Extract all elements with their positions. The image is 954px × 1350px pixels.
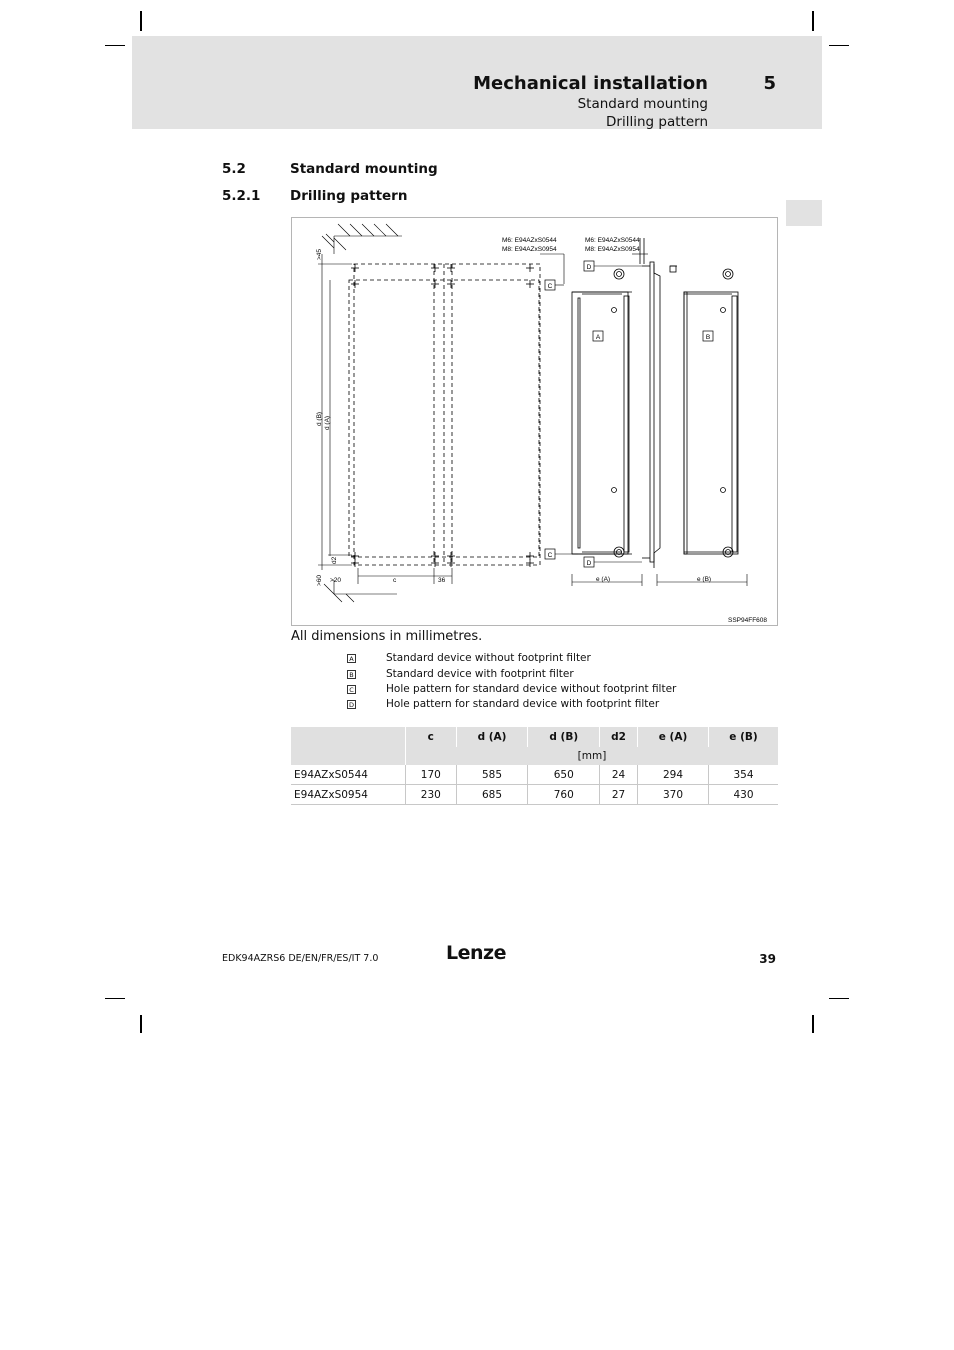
leader-lines — [540, 254, 648, 562]
wall-hatch — [322, 224, 402, 254]
subsection-title: Drilling pattern — [290, 188, 408, 204]
header-subtitle: Standard mounting — [577, 96, 708, 112]
device-b-side-view — [684, 269, 738, 557]
table-header — [291, 727, 406, 765]
figure-label: 36 — [438, 577, 446, 584]
drilling-pattern-figure — [291, 217, 778, 626]
hole-markers — [351, 264, 534, 567]
chapter-tab — [786, 200, 822, 226]
footprint-filter-side-view — [640, 238, 677, 568]
table-cell: 760 — [528, 785, 600, 805]
legend-text: Standard device without footprint filter — [386, 652, 591, 664]
table-cell: 370 — [638, 785, 709, 805]
figure-key: C — [547, 552, 553, 559]
chapter-number: 5 — [763, 73, 776, 94]
figure-key: B — [705, 334, 711, 341]
page-header — [132, 36, 822, 129]
hole-pattern-dashed — [349, 264, 540, 565]
table-row — [291, 765, 778, 785]
crop-mark — [812, 11, 814, 31]
document-id: EDK94AZRS6 DE/EN/FR/ES/IT 7.0 — [222, 953, 379, 964]
section-number: 5.2 — [222, 161, 246, 177]
figure-key: A — [595, 334, 601, 341]
figure-key: C — [547, 283, 553, 290]
table-cell: 230 — [406, 785, 457, 805]
lenze-logo: Lenze — [446, 942, 506, 964]
table-header: d2 — [600, 727, 638, 747]
figure-label: M8: E94AZxS0954 — [585, 246, 640, 253]
figure-key: D — [586, 560, 592, 567]
subsection-number: 5.2.1 — [222, 188, 261, 204]
figure-label: c — [393, 577, 397, 584]
legend-text: Standard device with footprint filter — [386, 668, 574, 680]
legend-text: Hole pattern for standard device with footprint filter — [386, 698, 660, 710]
figure-label: M8: E94AZxS0954 — [502, 246, 557, 253]
figure-label: e (B) — [697, 576, 712, 583]
header-subtitle: Drilling pattern — [606, 114, 708, 130]
figure-label: d2 — [331, 556, 338, 564]
figure-label: M6: E94AZxS0544 — [585, 237, 640, 244]
table-header-row — [291, 727, 778, 747]
table-cell: 24 — [600, 765, 638, 785]
section-title: Standard mounting — [290, 161, 438, 177]
table-cell: 354 — [709, 765, 779, 785]
figure-id: SSP94FF608 — [728, 617, 768, 624]
table-cell: E94AZxS0544 — [291, 765, 406, 785]
crop-mark — [140, 11, 142, 31]
crop-mark — [812, 1015, 814, 1033]
crop-mark — [105, 45, 125, 46]
legend-item — [347, 668, 574, 680]
table-cell: 27 — [600, 785, 638, 805]
dimensions-note: All dimensions in millimetres. — [291, 629, 483, 644]
legend-item — [347, 698, 659, 710]
figure-key: D — [586, 264, 592, 271]
table-header: c — [406, 727, 457, 747]
page-number: 39 — [759, 952, 776, 966]
figure-label: M6: E94AZxS0544 — [502, 237, 557, 244]
legend-item — [347, 683, 676, 695]
figure-label: >45 — [316, 248, 323, 260]
legend-text: Hole pattern for standard device without footprint filter — [386, 683, 677, 695]
legend-key: B — [347, 670, 356, 679]
figure-label: e (A) — [596, 576, 611, 583]
dimensions-table — [291, 727, 778, 805]
table-cell: 170 — [406, 765, 457, 785]
dimension-lines — [318, 254, 747, 586]
crop-mark — [140, 1015, 142, 1033]
table-header: e (A) — [638, 727, 709, 747]
device-a-side-view — [572, 269, 632, 557]
legend-key: D — [348, 700, 354, 709]
table-cell: 685 — [456, 785, 528, 805]
table-header: e (B) — [709, 727, 779, 747]
legend-item — [347, 652, 591, 664]
table-header: d (A) — [456, 727, 528, 747]
legend-key: A — [347, 654, 356, 663]
table-cell: 294 — [638, 765, 709, 785]
table-cell: E94AZxS0954 — [291, 785, 406, 805]
figure-label: >20 — [330, 577, 342, 584]
table-cell: 430 — [709, 785, 779, 805]
legend-key: C — [347, 685, 356, 694]
figure-label: >60 — [316, 574, 323, 586]
figure-label: d (B) — [316, 411, 323, 426]
table-row — [291, 785, 778, 805]
chapter-title: Mechanical installation — [473, 73, 708, 94]
table-unit: [mm] — [406, 747, 779, 765]
crop-mark — [829, 998, 849, 999]
table-cell: 585 — [456, 765, 528, 785]
figure-label: d (A) — [324, 415, 331, 430]
crop-mark — [105, 998, 125, 999]
table-cell: 650 — [528, 765, 600, 785]
table-header: d (B) — [528, 727, 600, 747]
crop-mark — [829, 45, 849, 46]
